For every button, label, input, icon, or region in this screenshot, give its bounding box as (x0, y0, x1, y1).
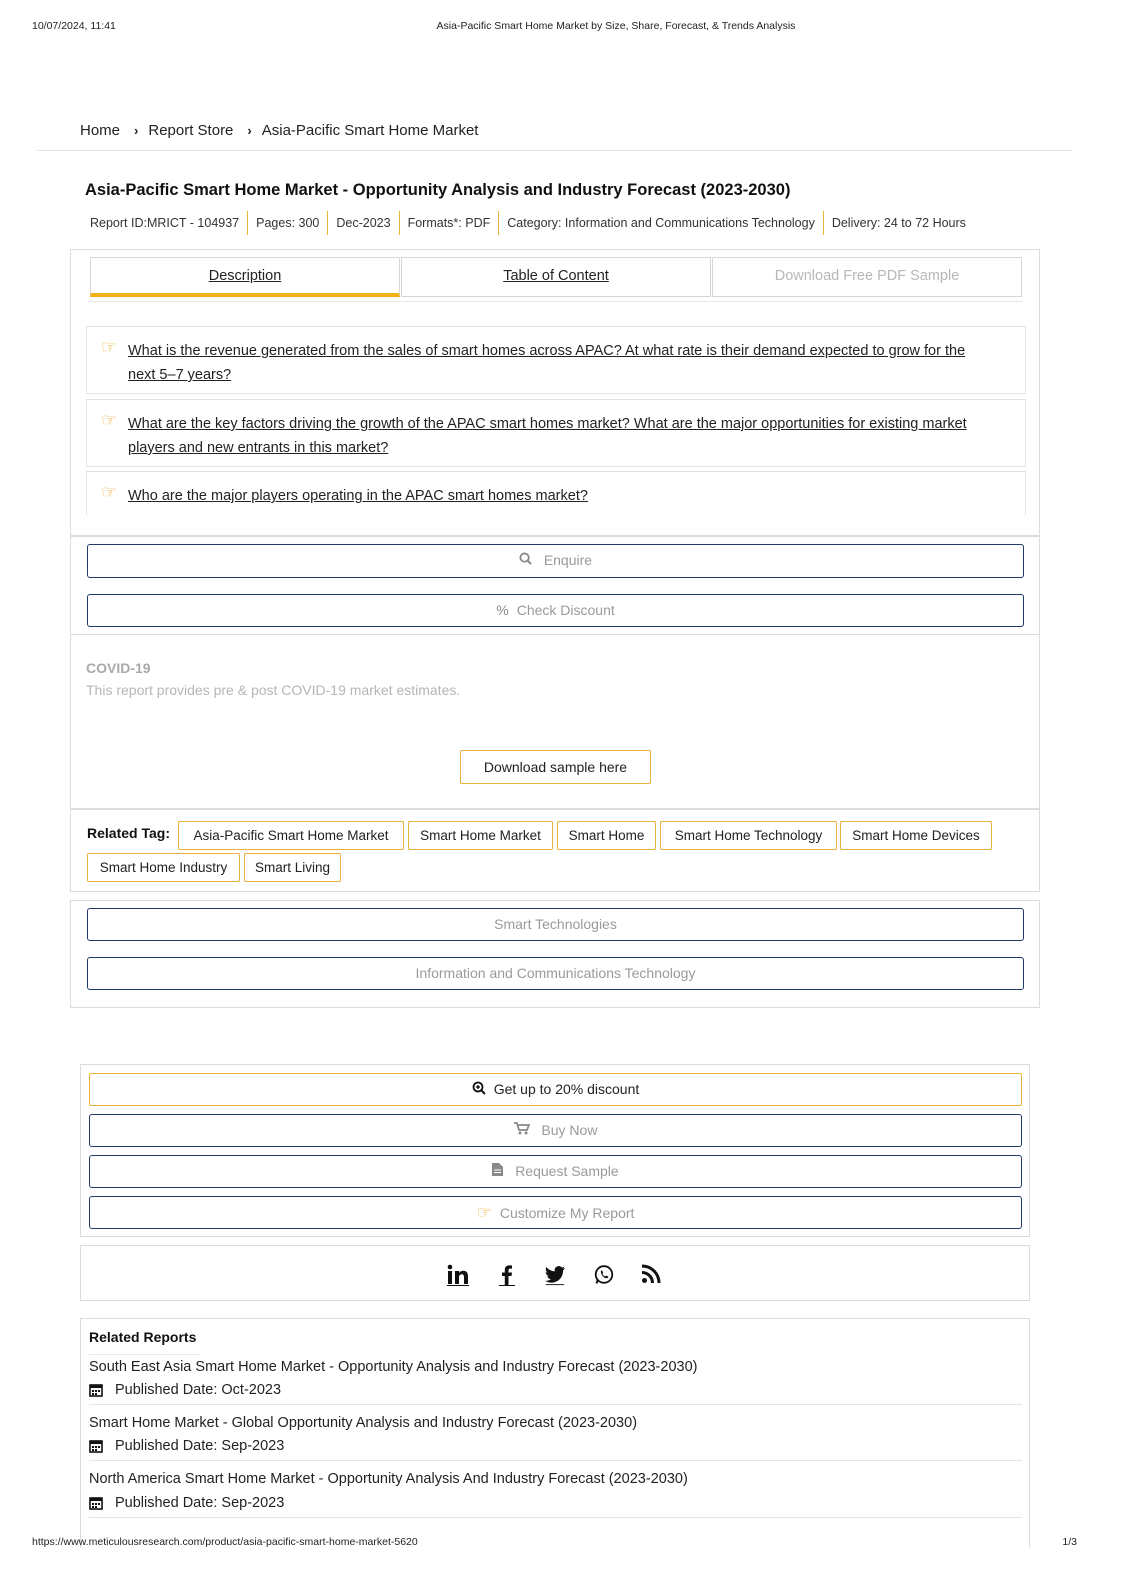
divider (89, 1517, 1022, 1518)
related-report-date-text: Published Date: Oct-2023 (115, 1382, 282, 1398)
tab-table-of-content[interactable]: Table of Content (401, 257, 711, 297)
category-button[interactable]: Smart Technologies (87, 908, 1024, 941)
related-reports-panel (80, 1318, 1030, 1548)
tab-underline (87, 301, 1023, 302)
zoom-in-icon (472, 1075, 486, 1106)
enquire-button[interactable] (87, 544, 1024, 578)
check-discount-button[interactable] (87, 594, 1024, 627)
facebook-icon[interactable] (496, 1264, 520, 1288)
question-link[interactable]: What are the key factors driving the growth of the APAC smart homes market? What are the major opportunities for existing market players and new entrants in this market? (128, 416, 967, 456)
breadcrumb-current: Asia-Pacific Smart Home Market (261, 122, 479, 139)
divider (89, 1460, 1022, 1461)
tag-chip[interactable]: Smart Home Technology (660, 821, 837, 850)
related-tags-panel (70, 809, 1040, 892)
discount-button[interactable] (89, 1073, 1022, 1106)
purchase-panel (80, 1064, 1030, 1237)
search-icon (519, 552, 536, 568)
hand-point-icon: ☞ (101, 337, 118, 357)
related-report-date (89, 1495, 284, 1511)
report-meta (84, 211, 974, 235)
breadcrumb-report-store[interactable]: Report Store (148, 122, 234, 139)
buy-now-button[interactable] (89, 1114, 1022, 1147)
covid-heading: COVID-19 (86, 660, 151, 676)
related-report-link[interactable]: North America Smart Home Market - Opportunity Analysis And Industry Forecast (2023-2030) (89, 1471, 688, 1487)
related-report-date (89, 1438, 284, 1454)
print-page-number: 1/3 (1062, 1536, 1077, 1548)
report-category: Category: Information and Communications Technology (499, 211, 824, 235)
category-button[interactable]: Information and Communications Technology (87, 957, 1024, 990)
related-report-date-text: Published Date: Sep-2023 (115, 1438, 285, 1454)
linkedin-icon[interactable] (447, 1264, 471, 1288)
question-item[interactable] (86, 471, 1026, 515)
customize-report-button[interactable] (89, 1196, 1022, 1229)
document-icon (492, 1163, 507, 1179)
related-report-date (89, 1382, 281, 1398)
customize-label: Customize My Report (499, 1205, 635, 1221)
breadcrumb-home[interactable]: Home (80, 122, 121, 139)
check-discount-label: Check Discount (516, 602, 615, 618)
report-delivery: Delivery: 24 to 72 Hours (831, 216, 966, 230)
related-report-link[interactable]: South East Asia Smart Home Market - Opportunity Analysis and Industry Forecast (2023-2030) (89, 1359, 698, 1375)
report-id: Report ID:MRICT - 104937 (84, 211, 248, 235)
question-item[interactable] (86, 399, 1026, 467)
tag-chip[interactable]: Smart Living (244, 853, 341, 882)
request-sample-button[interactable] (89, 1155, 1022, 1188)
related-report-link[interactable]: Smart Home Market - Global Opportunity Analysis and Industry Forecast (2023-2030) (89, 1415, 638, 1431)
tag-chip[interactable]: Smart Home Devices (840, 821, 992, 850)
hand-point-icon: ☞ (101, 410, 118, 430)
chevron-right-icon: › (134, 123, 139, 138)
question-link[interactable]: What is the revenue generated from the sales of smart homes across APAC? At what rate is their demand expected to grow for the next 5–7 years? (128, 343, 966, 383)
buy-now-label: Buy Now (541, 1122, 598, 1138)
divider (37, 150, 1072, 151)
hand-point-icon: ☞ (101, 482, 118, 502)
divider (89, 1404, 1022, 1405)
tag-chip[interactable]: Smart Home Industry (87, 853, 240, 882)
categories-panel (70, 900, 1040, 1008)
twitter-icon[interactable] (544, 1264, 568, 1288)
action-panel (70, 536, 1040, 635)
calendar-icon (89, 1439, 103, 1453)
print-title: Asia-Pacific Smart Home Market by Size, Share, Forecast, & Trends Analysis (436, 20, 796, 32)
discount-label: Get up to 20% discount (493, 1081, 640, 1097)
page-title: Asia-Pacific Smart Home Market - Opportunity Analysis and Industry Forecast (2023-2030) (85, 181, 791, 199)
social-share-bar (80, 1245, 1030, 1301)
description-panel (70, 249, 1040, 536)
cart-icon (514, 1122, 534, 1138)
enquire-label: Enquire (543, 552, 593, 568)
request-sample-label: Request Sample (515, 1163, 619, 1179)
report-formats: Formats*: PDF (400, 211, 500, 235)
rss-icon[interactable] (641, 1264, 665, 1288)
question-item[interactable] (86, 326, 1026, 394)
chevron-right-icon: › (247, 123, 252, 138)
calendar-icon (89, 1383, 103, 1397)
tag-chip[interactable]: Smart Home (557, 821, 656, 850)
heading-underline (89, 1354, 201, 1355)
whatsapp-icon[interactable] (593, 1264, 617, 1288)
breadcrumb (80, 122, 478, 139)
tag-chip[interactable]: Smart Home Market (408, 821, 553, 850)
percent-icon: % (496, 602, 509, 618)
calendar-icon (89, 1496, 103, 1510)
report-date: Dec-2023 (328, 211, 399, 235)
related-report-date-text: Published Date: Sep-2023 (115, 1495, 285, 1511)
related-tags-label: Related Tag: (87, 825, 170, 841)
download-sample-button[interactable]: Download sample here (460, 750, 651, 784)
related-reports-heading: Related Reports (89, 1329, 197, 1345)
print-url: https://www.meticulousresearch.com/product/asia-pacific-smart-home-market-5620 (32, 1536, 418, 1548)
covid-panel (70, 635, 1040, 809)
covid-text: This report provides pre & post COVID-19 market estimates. (86, 682, 461, 698)
tab-description[interactable]: Description (90, 257, 400, 297)
tag-chip[interactable]: Asia-Pacific Smart Home Market (178, 821, 404, 850)
tab-download-sample[interactable]: Download Free PDF Sample (712, 257, 1022, 297)
print-datetime: 10/07/2024, 11:41 (32, 20, 116, 32)
hand-point-icon: ☞ (476, 1203, 492, 1222)
report-pages: Pages: 300 (248, 211, 328, 235)
question-link[interactable]: Who are the major players operating in the APAC smart homes market? (128, 488, 588, 504)
